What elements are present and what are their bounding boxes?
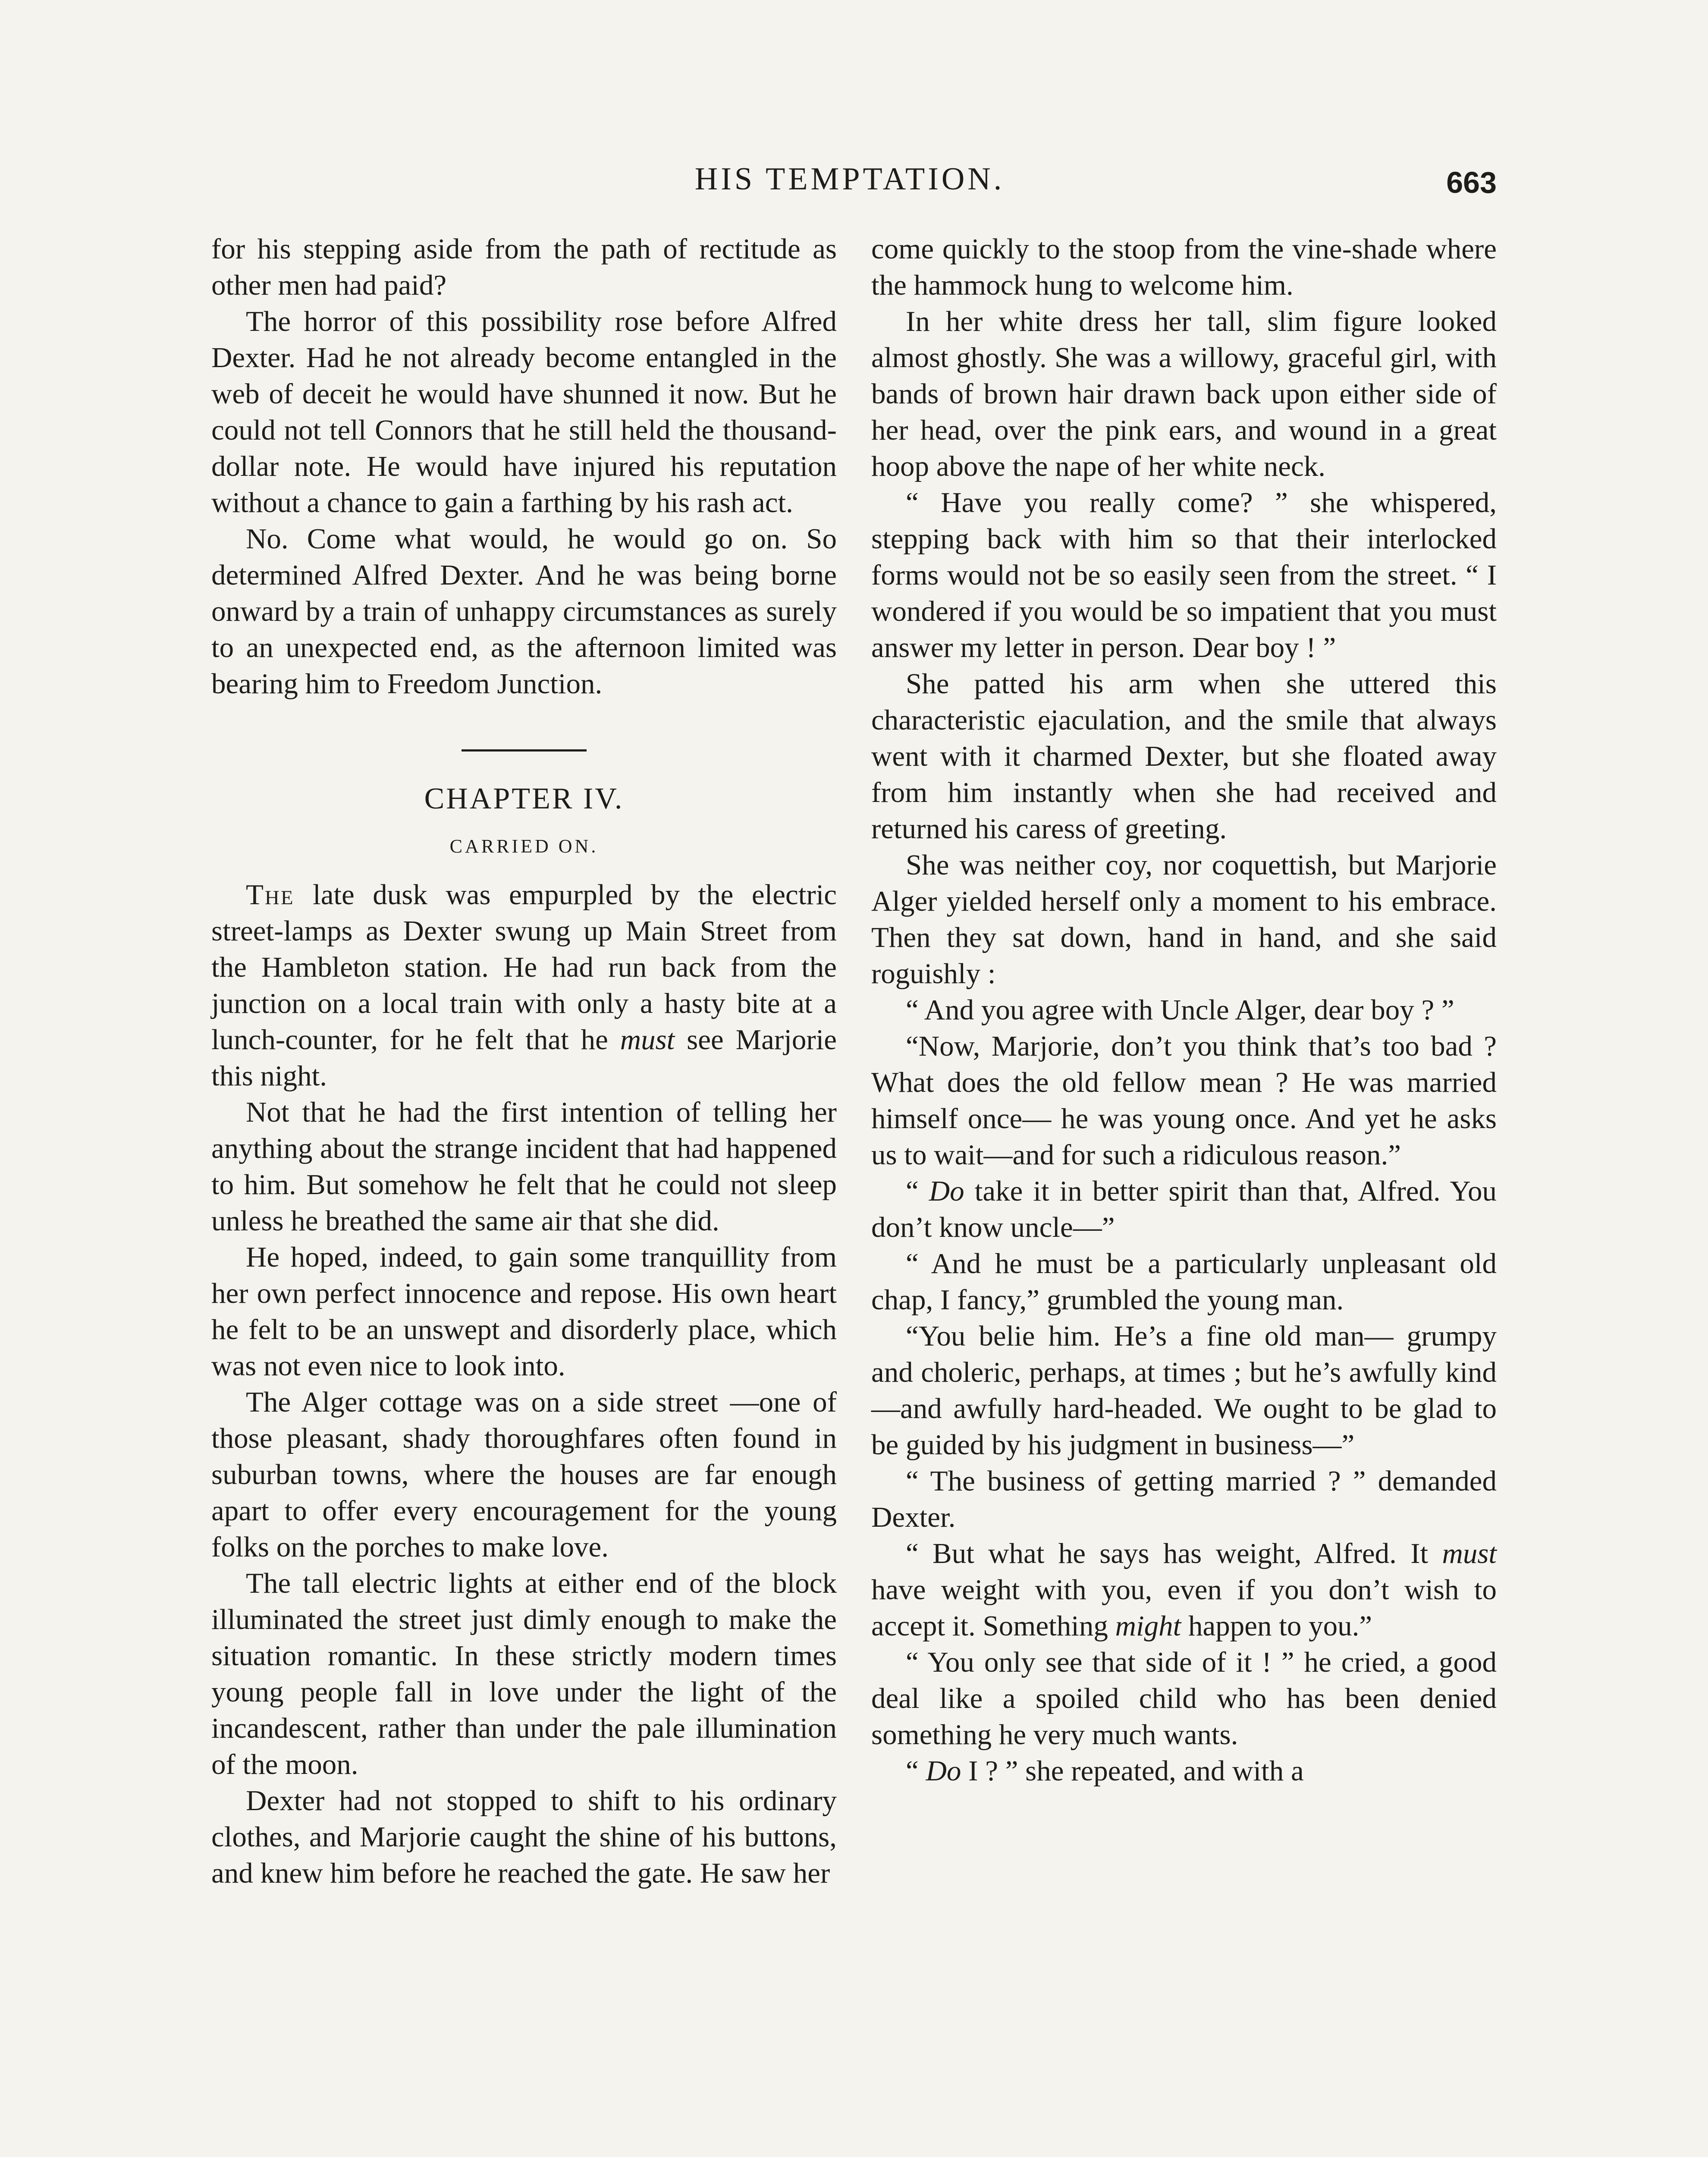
paragraph-text: I ? ” she repeated, and with a xyxy=(961,1755,1304,1787)
paragraph: come quickly to the stoop from the vine-shade where the hammock hung to welcome him. xyxy=(871,233,1497,301)
paragraph: The Alger cottage was on a side street —one of those pleasant, shady thoroughfares often found in suburban towns, where the houses are far enough apart to offer every encouragement for the young folks on the porches to make love. xyxy=(211,1386,837,1563)
chapter-lead-word: The xyxy=(246,879,295,911)
paragraph: No. Come what would, he would go on. So determined Alfred Dexter. And he was being borne onward by a train of unhappy circumstances as surely to an unexpected end, as the afternoon limited was bearing him to Freedom Junction. xyxy=(211,523,837,700)
paragraph: In her white dress her tall, slim figure looked almost ghostly. She was a willowy, graceful girl, with bands of brown hair drawn back upon either side of her head, over the pink ears, and wound in a great hoop above the nape of her white neck. xyxy=(871,305,1497,482)
paragraph-text: take it in better spirit than that, Alfred. You don’t know uncle—” xyxy=(871,1175,1497,1243)
emphasis: must xyxy=(620,1024,675,1056)
emphasis: must xyxy=(1442,1538,1497,1569)
paragraph: “ Have you really come? ” she whispered, stepping back with him so that their interlocked forms would not be so easily seen from the street. “ I wondered if you would be so impatient that you must answer my letter in person. Dear boy ! ” xyxy=(871,487,1497,663)
paragraph: The tall electric lights at either end of the block illuminated the street just dimly enough to make the situation romantic. In these strictly modern times young people fall in love under the light of the incandescent, rather than under the pale illumination of the moon. xyxy=(211,1567,837,1780)
paragraph: “Now, Marjorie, don’t you think that’s too bad ? What does the old fellow mean ? He was married himself once— he was young once. And yet he asks us to wait—and for such a ridiculous reason.” xyxy=(871,1030,1497,1171)
paragraph-text: see Marjorie this night. xyxy=(211,1024,837,1092)
paragraph: “ The business of getting married ? ” demanded Dexter. xyxy=(871,1465,1497,1533)
paragraph-text: “ xyxy=(906,1175,929,1207)
chapter-title: CHAPTER IV. xyxy=(424,782,624,815)
chapter-subtitle: CARRIED ON. xyxy=(449,836,599,857)
paragraph: She was neither coy, nor coquettish, but Marjorie Alger yielded herself only a moment to his embrace. Then they sat down, hand in hand, and she said roguishly : xyxy=(871,849,1497,990)
paragraph xyxy=(871,1535,1497,1644)
paragraph xyxy=(871,1173,1497,1245)
page-number: 663 xyxy=(1446,166,1497,199)
paragraph: Not that he had the first intention of telling her anything about the strange incident that had happened to him. But somehow he felt that he could not sleep unless he breathed the same air that she did. xyxy=(211,1096,837,1237)
running-head xyxy=(203,155,1497,203)
paragraph: “ You only see that side of it ! ” he cried, a good deal like a spoiled child who has been denied something he very much wants. xyxy=(871,1646,1497,1751)
right-column xyxy=(871,231,1497,1789)
paragraph-text: late dusk was empurpled by the electric street-lamps as Dexter swung up Main Street from the Hambleton station. He had run back from the junction on a local train with only a hasty bite at a lunch-counter, for he felt that he xyxy=(211,879,837,1056)
chapter-opening-paragraph xyxy=(211,877,837,1094)
section-divider xyxy=(462,749,587,751)
paragraph: Dexter had not stopped to shift to his ordinary clothes, and Marjorie caught the shine of his buttons, and knew him before he reached the gate. He saw her xyxy=(211,1785,837,1889)
paragraph: “You belie him. He’s a fine old man— grumpy and choleric, perhaps, at times ; but he’s awfully kind—and awfully hard-headed. We ought to be glad to be guided by his judgment in business—” xyxy=(871,1320,1497,1461)
paragraph: “ And you agree with Uncle Alger, dear boy ? ” xyxy=(906,994,1454,1026)
emphasis: Do xyxy=(926,1755,961,1787)
paragraph: She patted his arm when she uttered this characteristic ejaculation, and the smile that always went with it charmed Dexter, but she floated away from him instantly when she had received and returned his caress of greeting. xyxy=(871,668,1497,845)
paragraph-text: “ xyxy=(906,1755,926,1787)
paragraph: for his stepping aside from the path of rectitude as other men had paid? xyxy=(211,233,837,301)
running-title: HIS TEMPTATION. xyxy=(694,161,1005,197)
paragraph-text: have weight with you, even if you don’t wish to accept it. Something xyxy=(871,1574,1497,1642)
paragraph-text: happen to you.” xyxy=(1188,1610,1372,1642)
paragraph xyxy=(871,1753,1497,1789)
left-column xyxy=(211,231,837,1891)
paragraph: He hoped, indeed, to gain some tranquillity from her own perfect innocence and repose. His own heart he felt to be an unswept and disorderly place, which was not even nice to look into. xyxy=(211,1241,837,1382)
paragraph-text: “ But what he says has weight, Alfred. It xyxy=(906,1538,1429,1569)
emphasis: Do xyxy=(929,1175,964,1207)
paragraph: The horror of this possibility rose before Alfred Dexter. Had he not already become entangled in the web of deceit he would have shunned it now. But he could not tell Connors that he still held the thousand-dollar note. He would have injured his reputation without a chance to gain a farthing by his rash act. xyxy=(211,305,837,519)
paragraph: “ And he must be a particularly unpleasant old chap, I fancy,” grumbled the young man. xyxy=(871,1248,1497,1316)
emphasis: might xyxy=(1115,1610,1181,1642)
